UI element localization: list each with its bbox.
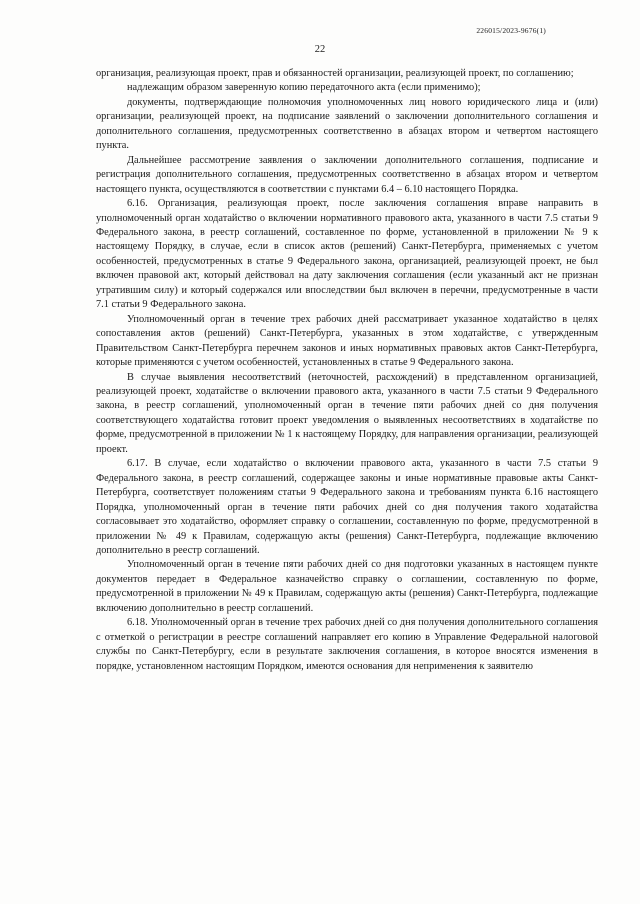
paragraph: документы, подтверждающие полномочия уполномоченных лиц нового юридического лица и (или) организации, реализующей проект, на подписание заявлений о заключении дополнительного соглашения и дополнительного соглашения, предусмотренных соответственно в абзацах втором и четвертом настоящего пункта. <box>96 96 598 152</box>
paragraph: надлежащим образом заверенную копию передаточного акта (если применимо); <box>127 82 481 94</box>
paragraph: 6.16. Организация, реализующая проект, после заключения соглашения вправе направить в уполномоченный орган ходатайство о включении нормативного правового акта, указанного в части 7.5 статьи 9 Федерального закона, в реестр соглашений, составленное по форме, установленной в приложении № 9 к настоящему Порядку, в случае, если в список актов (решений) Санкт-Петербурга, применяемых с учетом особенностей, предусмотренных в статье 9 Федерального закона, организацией, реализующей проект, не был включен правовой акт, который действовал на дату заключения соглашения (если указанный акт не признан утратившим силу) и который содержался или впоследствии был включен в перечни, предусмотренные в части 7.1 статьи 9 Федерального закона. <box>96 198 598 311</box>
paragraph: Уполномоченный орган в течение трех рабочих дней рассматривает указанное ходатайство в целях сопоставления актов (решений) Санкт-Петербурга, указанных в этом ходатайстве, с утвержденным Правительством Санкт-Петербурга перечнем законов и иных нормативных правовых актов Санкт-Петербурга, которые применяются с учетом особенностей, установленных в статье 9 Федерального закона. <box>96 313 598 369</box>
document-id: 226015/2023-9676(1) <box>476 26 546 35</box>
paragraph: 6.18. Уполномоченный орган в течение трех рабочих дней со дня получения дополнительного соглашения с отметкой о регистрации в реестре соглашений направляет его копию в Управление Федеральной налоговой службы по Санкт-Петербургу, если в результате заключения соглашения, в которое вносятся изменения в порядке, установленном настоящим Порядком, имеются основания для неприменения к заявителю <box>96 617 598 672</box>
paragraph: Уполномоченный орган в течение пяти рабочих дней со дня подготовки указанных в настоящем пункте документов передает в Федеральное казначейство справку о соглашении, составленную по форме, предусмотренной в приложении № 49 к Правилам, содержащую акты (решения) Санкт-Петербурга, подлежащие включению дополнительно в реестр соглашений. <box>96 559 598 614</box>
page-number: 22 <box>314 44 326 55</box>
paragraph: организация, реализующая проект, прав и обязанностей организации, реализующей проект, по соглашению; <box>96 68 574 79</box>
paragraph: 6.17. В случае, если ходатайство о включении правового акта, указанного в части 7.5 статьи 9 Федерального закона, в реестр соглашений, содержащее законы и иные нормативные правовые акты Санкт-Петербурга, соответствует положениям статьи 9 Федерального закона и требованиям пункта 6.16 настоящего Порядка, уполномоченный орган в течение пяти рабочих дней со дня получения такого ходатайства согласовывает это ходатайство, оформляет справку о соглашении, составленную по форме, предусмотренной в приложении № 49 к Правилам, содержащую акты (решения) Санкт-Петербурга, подлежащие включению дополнительно в реестр соглашений. <box>96 458 598 556</box>
paragraph: В случае выявления несоответствий (неточностей, расхождений) в представленном организацией, реализующей проект, ходатайстве о включении правового акта, указанного в части 7.5 статьи 9 Федерального закона, в реестр соглашений, уполномоченный орган в течение пяти рабочих дней со дня получения соответствующего ходатайства готовит проект уведомления о выявленных несоответствиях в ходатайстве по форме, предусмотренной в приложении № 1 к настоящему Порядку, для направления организации, реализующей проект. <box>96 371 598 455</box>
paragraph: Дальнейшее рассмотрение заявления о заключении дополнительного соглашения, подписание и регистрация дополнительного соглашения, предусмотренных соответственно в абзацах втором и четвертом настоящего пункта, осуществляются в соответствии с пунктами 6.4 – 6.10 настоящего Порядка. <box>96 154 598 195</box>
document-body <box>96 67 598 674</box>
